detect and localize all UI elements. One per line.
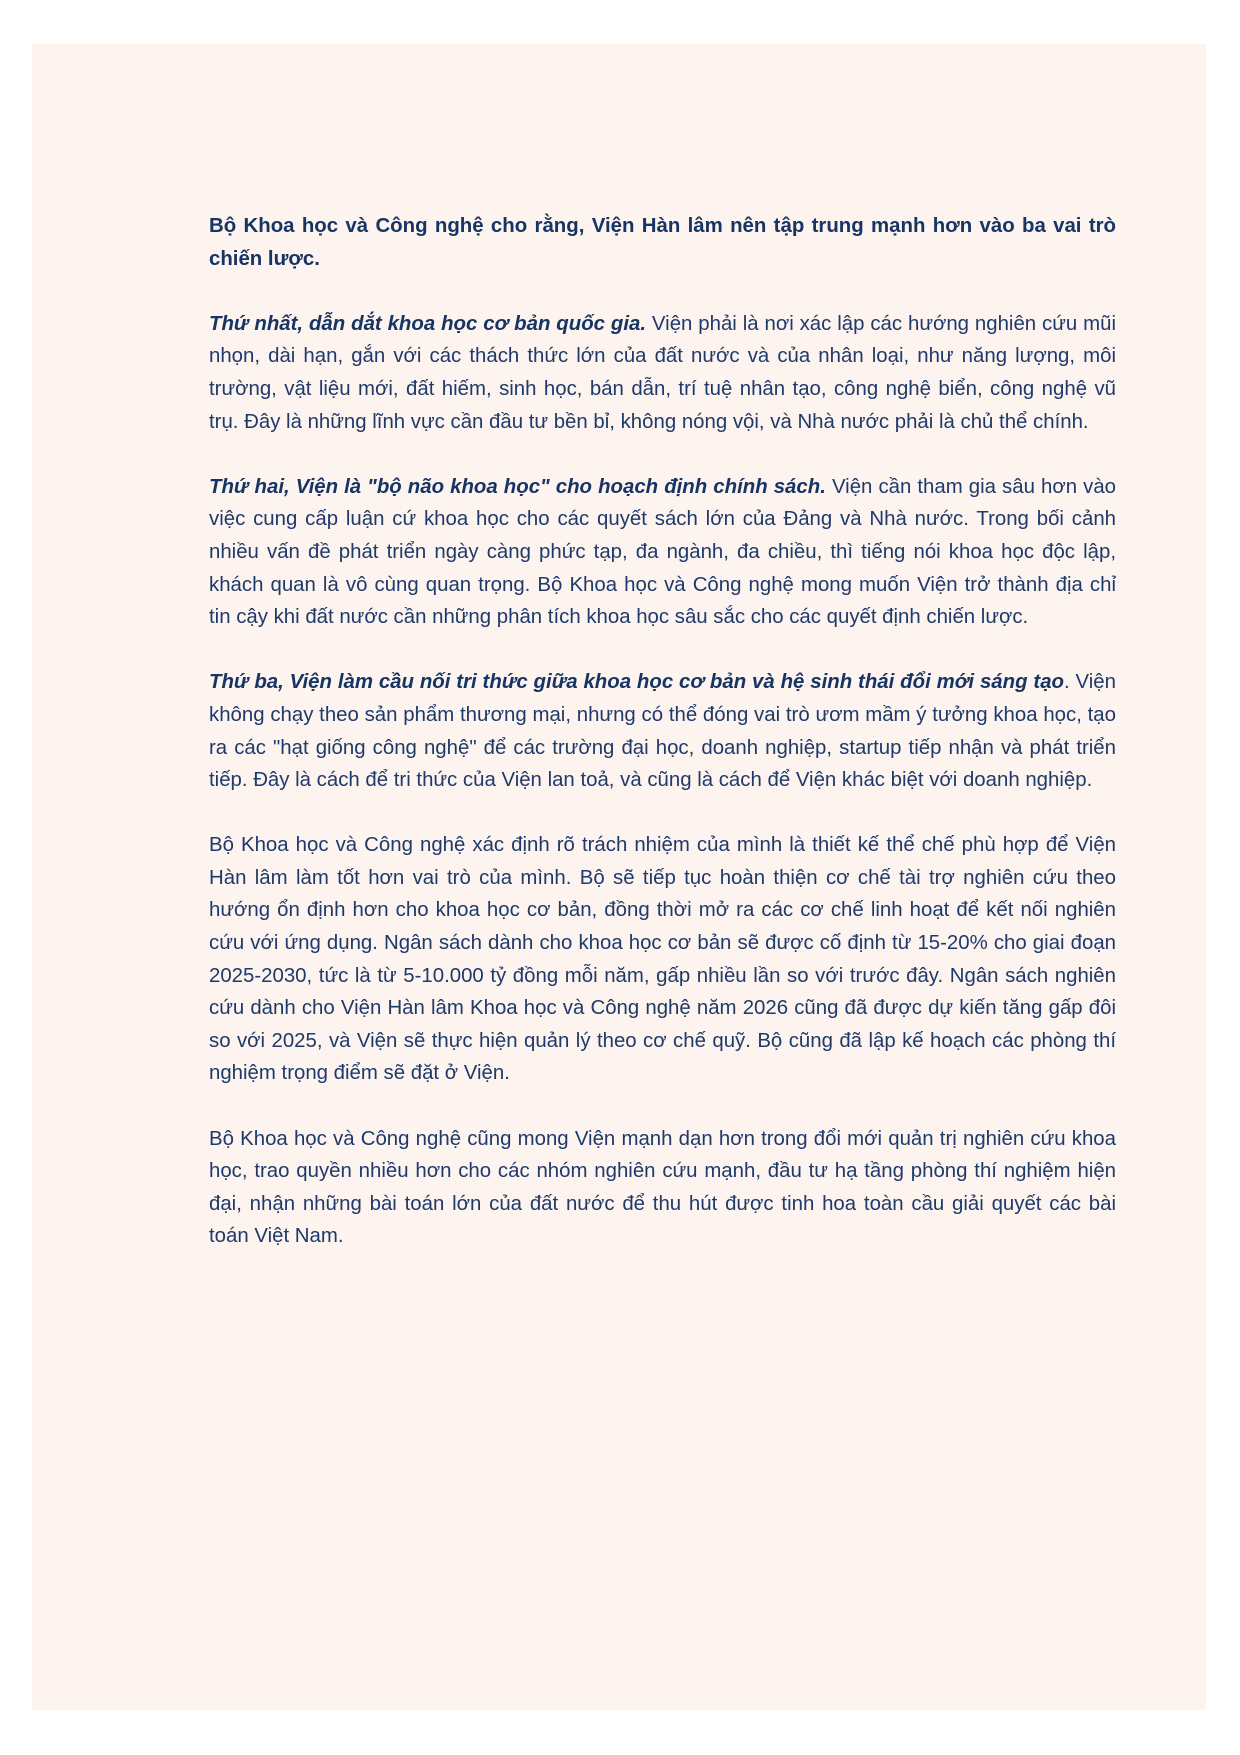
role-one-lead: Thứ nhất, dẫn dắt khoa học cơ bản quốc gia.	[209, 312, 647, 335]
role-two-lead: Thứ hai, Viện là "bộ não khoa học" cho hoạch định chính sách.	[209, 475, 826, 498]
role-one-paragraph	[209, 308, 1116, 438]
intro-paragraph: Bộ Khoa học và Công nghệ cho rằng, Viện Hàn lâm nên tập trung mạnh hơn vào ba vai trò chiến lược.	[209, 215, 1116, 270]
responsibility-paragraph: Bộ Khoa học và Công nghệ xác định rõ trách nhiệm của mình là thiết kế thể chế phù hợp để Viện Hàn lâm làm tốt hơn vai trò của mình. Bộ sẽ tiếp tục hoàn thiện cơ chế tài trợ nghiên cứu theo hướng ổn định hơn cho khoa học cơ bản, đồng thời mở ra các cơ chế linh hoạt để kết nối nghiên cứu với ứng dụng. Ngân sách dành cho khoa học cơ bản sẽ được cố định từ 15-20% cho giai đoạn 2025-2030, tức là từ 5-10.000 tỷ đồng mỗi năm, gấp nhiều lần so với trước đây. Ngân sách nghiên cứu dành cho Viện Hàn lâm Khoa học và Công nghệ năm 2026 cũng đã được dự kiến tăng gấp đôi so với 2025, và Viện sẽ thực hiện quản lý theo cơ chế quỹ. Bộ cũng đã lập kế hoạch các phòng thí nghiệm trọng điểm sẽ đặt ở Viện.	[209, 834, 1116, 1085]
role-three-lead: Thứ ba, Viện làm cầu nối tri thức giữa khoa học cơ bản và hệ sinh thái đổi mới sáng tạo	[209, 671, 1065, 694]
closing-paragraph: Bộ Khoa học và Công nghệ cũng mong Viện mạnh dạn hơn trong đổi mới quản trị nghiên cứu khoa học, trao quyền nhiều hơn cho các nhóm nghiên cứu mạnh, đầu tư hạ tầng phòng thí nghiệm hiện đại, nhận những bài toán lớn của đất nước để thu hút được tinh hoa toàn cầu giải quyết các bài toán Việt Nam.	[209, 1127, 1116, 1248]
article-body	[209, 210, 1116, 1286]
role-three-body: . Viện không chạy theo sản phẩm thương mại, nhưng có thể đóng vai trò ươm mầm ý tưởng khoa học, tạo ra các "hạt giống công nghệ" để các trường đại học, doanh nghiệp, startup tiếp nhận và phát triển tiếp. Đây là cách để tri thức của Viện lan toả, và cũng là cách để Viện khác biệt với doanh nghiệp.	[209, 671, 1116, 792]
role-three-paragraph	[209, 666, 1116, 796]
role-one-body: Viện phải là nơi xác lập các hướng nghiên cứu mũi nhọn, dài hạn, gắn với các thách thức lớn của đất nước và của nhân loại, như năng lượng, môi trường, vật liệu mới, đất hiếm, sinh học, bán dẫn, trí tuệ nhân tạo, công nghệ biển, công nghệ vũ trụ. Đây là những lĩnh vực cần đầu tư bền bỉ, không nóng vội, và Nhà nước phải là chủ thể chính.	[209, 312, 1116, 433]
role-two-paragraph	[209, 471, 1116, 634]
role-two-body: Viện cần tham gia sâu hơn vào việc cung cấp luận cứ khoa học cho các quyết sách lớn của Đảng và Nhà nước. Trong bối cảnh nhiều vấn đề phát triển ngày càng phức tạp, đa ngành, đa chiều, thì tiếng nói khoa học độc lập, khách quan là vô cùng quan trọng. Bộ Khoa học và Công nghệ mong muốn Viện trở thành địa chỉ tin cậy khi đất nước cần những phân tích khoa học sâu sắc cho các quyết định chiến lược.	[209, 475, 1116, 629]
document-page	[32, 44, 1206, 1710]
